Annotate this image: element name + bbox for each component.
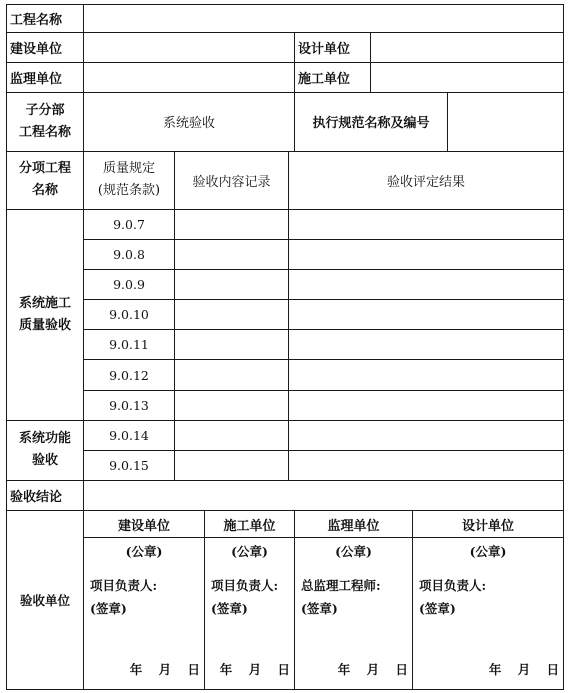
signature-label: (签章) <box>211 601 248 617</box>
standard-value[interactable] <box>448 93 564 151</box>
result-cell[interactable] <box>289 420 564 450</box>
item-header-row <box>7 151 564 209</box>
date-label: 年 月 日 <box>488 662 560 678</box>
clause-number: 9.0.12 <box>84 360 175 390</box>
result-label: 验收评定结果 <box>289 151 564 209</box>
quality-spec-label-line2: (规范条款) <box>97 183 161 199</box>
conclusion-value[interactable] <box>84 480 564 510</box>
signatory-block[interactable] <box>205 538 295 690</box>
clause-row <box>7 209 564 239</box>
result-cell[interactable] <box>289 300 564 330</box>
date-label: 年 月 日 <box>219 662 290 678</box>
content-record-cell[interactable] <box>175 330 289 360</box>
item-name-label <box>7 151 84 209</box>
official-seal-label: (公章) <box>231 544 268 560</box>
signatory-block[interactable] <box>295 538 413 690</box>
conclusion-label: 验收结论 <box>7 480 84 510</box>
clause-number: 9.0.10 <box>84 300 175 330</box>
project-name-value[interactable] <box>84 5 564 33</box>
content-record-cell[interactable] <box>175 390 289 420</box>
official-seal-label: (公章) <box>469 544 507 560</box>
result-cell[interactable] <box>289 209 564 239</box>
responsible-person-label: 项目负责人: <box>419 578 487 594</box>
signature-label: (签章) <box>301 601 338 617</box>
builder-unit-label: 施工单位 <box>295 63 371 93</box>
clause-row <box>7 390 564 420</box>
group1-label <box>7 209 84 420</box>
clause-number: 9.0.13 <box>84 390 175 420</box>
construction-unit-label: 建设单位 <box>7 33 84 63</box>
construction-unit-value[interactable] <box>84 33 295 63</box>
supervision-unit-value[interactable] <box>84 63 295 93</box>
item-name-label-line2: 名称 <box>31 183 58 199</box>
responsible-person-label: 项目负责人: <box>211 578 279 594</box>
builder-unit-value[interactable] <box>371 63 564 93</box>
responsible-person-label: 项目负责人: <box>90 578 158 594</box>
item-name-label-line1: 分项工程 <box>18 161 71 177</box>
content-record-label: 验收内容记录 <box>175 151 289 209</box>
subproject-row <box>7 93 564 151</box>
clause-number: 9.0.11 <box>84 330 175 360</box>
official-seal-label: (公章) <box>125 544 163 560</box>
result-cell[interactable] <box>289 450 564 480</box>
construction-design-row <box>7 33 564 63</box>
group2-label-line2: 验收 <box>31 453 58 469</box>
clause-number: 9.0.9 <box>84 270 175 300</box>
subproject-name-label-line1: 子分部 <box>25 102 65 118</box>
subproject-name-label <box>7 93 84 151</box>
clause-number: 9.0.15 <box>84 450 175 480</box>
clause-number: 9.0.14 <box>84 420 175 450</box>
signatory-body-row <box>7 538 564 690</box>
content-record-cell[interactable] <box>175 239 289 269</box>
project-name-row <box>7 5 564 33</box>
clause-number: 9.0.8 <box>84 239 175 269</box>
clause-row <box>7 239 564 269</box>
acceptance-form-table <box>6 4 564 690</box>
content-record-cell[interactable] <box>175 420 289 450</box>
clause-row <box>7 360 564 390</box>
subproject-name-value: 系统验收 <box>84 93 295 151</box>
quality-spec-label-line1: 质量规定 <box>102 161 155 177</box>
acceptance-units-label: 验收单位 <box>7 511 84 690</box>
conclusion-row <box>7 480 564 510</box>
group1-label-line2: 质量验收 <box>18 317 71 333</box>
result-cell[interactable] <box>289 270 564 300</box>
supervision-builder-row <box>7 63 564 93</box>
design-unit-value[interactable] <box>371 33 564 63</box>
result-cell[interactable] <box>289 390 564 420</box>
clause-row <box>7 300 564 330</box>
date-label: 年 月 日 <box>337 662 408 678</box>
supervision-unit-label: 监理单位 <box>7 63 84 93</box>
chief-supervising-engineer-label: 总监理工程师: <box>301 578 381 594</box>
signature-label: (签章) <box>90 601 127 617</box>
result-cell[interactable] <box>289 330 564 360</box>
content-record-cell[interactable] <box>175 270 289 300</box>
signatory-unit-name: 施工单位 <box>205 511 295 538</box>
group1-label-line1: 系统施工 <box>18 295 71 311</box>
group2-label-line1: 系统功能 <box>18 431 71 447</box>
signatory-header-row <box>7 511 564 538</box>
clause-row <box>7 450 564 480</box>
clause-number: 9.0.7 <box>84 209 175 239</box>
design-unit-label: 设计单位 <box>295 33 371 63</box>
signatory-unit-name: 设计单位 <box>413 511 564 538</box>
group2-label <box>7 420 84 480</box>
content-record-cell[interactable] <box>175 300 289 330</box>
quality-spec-label <box>84 151 175 209</box>
date-label: 年 月 日 <box>129 662 200 678</box>
result-cell[interactable] <box>289 239 564 269</box>
content-record-cell[interactable] <box>175 360 289 390</box>
subproject-name-label-line2: 工程名称 <box>18 124 71 140</box>
clause-row <box>7 330 564 360</box>
official-seal-label: (公章) <box>335 544 372 560</box>
content-record-cell[interactable] <box>175 450 289 480</box>
project-name-label: 工程名称 <box>7 5 84 33</box>
signatory-block[interactable] <box>413 538 564 690</box>
signatory-unit-name: 监理单位 <box>295 511 413 538</box>
signatory-block[interactable] <box>84 538 205 690</box>
standard-label: 执行规范名称及编号 <box>295 93 448 151</box>
result-cell[interactable] <box>289 360 564 390</box>
clause-row <box>7 420 564 450</box>
signatory-unit-name: 建设单位 <box>84 511 205 538</box>
signature-label: (签章) <box>419 601 456 617</box>
clause-row <box>7 270 564 300</box>
content-record-cell[interactable] <box>175 209 289 239</box>
